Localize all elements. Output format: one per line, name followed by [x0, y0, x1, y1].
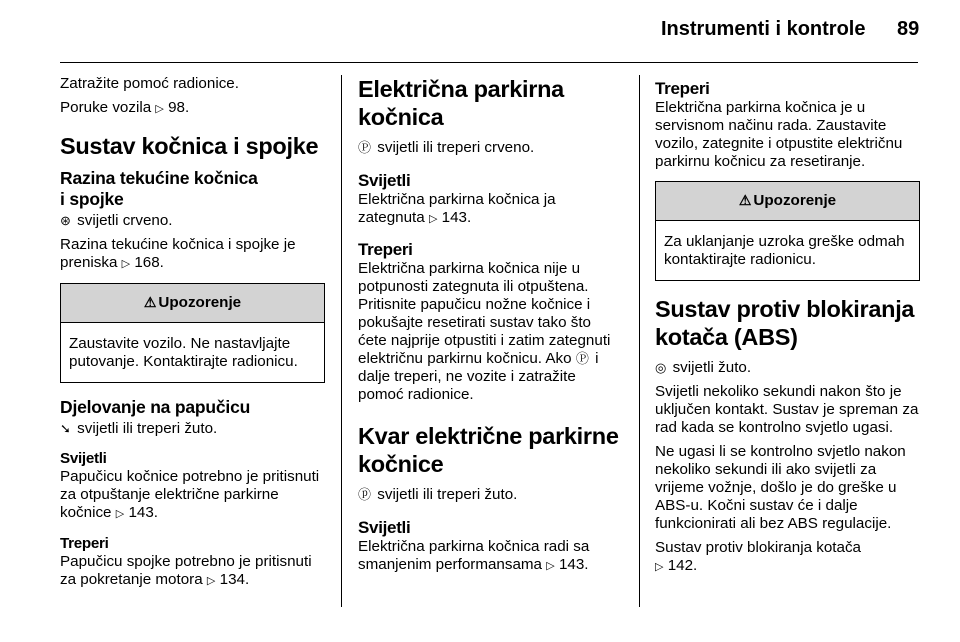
parking-brake-icon: Ⓟ: [358, 140, 372, 155]
warning-triangle-icon: ⚠: [738, 192, 752, 208]
minor-heading: Treperi: [655, 79, 710, 98]
brake-fluid-icon: ⊛: [60, 213, 71, 228]
ref-arrow-icon: ▷: [546, 560, 555, 572]
section-heading: Sustav protiv blokiranja kotača (ABS): [655, 296, 915, 350]
ref-arrow-icon: ▷: [428, 213, 438, 225]
paragraph: ⊛ svijetli crveno.: [60, 212, 173, 229]
warning-box: [655, 181, 920, 281]
section-heading: Električna parkirna kočnica: [358, 76, 564, 130]
paragraph: Ⓟ svijetli ili treperi crveno.: [358, 139, 535, 156]
abs-icon: ◎: [655, 360, 667, 375]
warning-box: [60, 283, 325, 383]
paragraph: Razina tekućine kočnica i spojke je preniska ▷ 168.: [60, 236, 296, 271]
minor-heading: Svijetli: [358, 518, 411, 537]
column-divider-2: [639, 75, 640, 607]
ref-arrow-icon: ▷: [655, 561, 664, 573]
paragraph: Električna parkirna kočnica je u servisnom načinu rada. Zaustavite vozilo, zategnite i otpustite električnu parkirnu kočnicu za resetiranje.: [655, 99, 903, 170]
section-heading: Sustav kočnica i spojke: [60, 133, 319, 159]
ref-arrow-icon: ▷: [206, 575, 216, 587]
paragraph: Sustav protiv blokiranja kotača ▷ 142.: [655, 539, 861, 574]
subsection-heading: Razina tekućine kočnica i spojke: [60, 168, 258, 209]
ref-arrow-icon: ▷: [115, 508, 125, 520]
paragraph: Poruke vozila ▷ 98.: [60, 99, 190, 116]
paragraph: Papučicu spojke potrebno je pritisnuti za pokretanje motora ▷ 134.: [60, 553, 312, 588]
subsection-heading: Djelovanje na papučicu: [60, 397, 251, 417]
minor-heading: Treperi: [60, 535, 109, 552]
column-divider-1: [341, 75, 342, 607]
paragraph: Papučicu kočnice potrebno je pritisnuti za otpuštanje električne parkirne kočnice ▷ 143.: [60, 468, 320, 521]
column-2: [358, 75, 623, 581]
minor-heading: Svijetli: [358, 171, 411, 190]
parking-brake-fault-icon: ⓟ: [358, 487, 372, 502]
warning-header: ⚠ Upozorenje: [656, 182, 919, 221]
header-rule: [60, 62, 918, 63]
warning-header: ⚠ Upozorenje: [61, 284, 324, 323]
minor-heading: Svijetli: [60, 450, 107, 467]
paragraph: ◎ svijetli žuto.: [655, 359, 752, 376]
warning-triangle-icon: ⚠: [143, 294, 157, 310]
section-heading: Kvar električne parkirne kočnice: [358, 423, 619, 477]
page-number: 89: [897, 18, 920, 40]
warning-body: Za uklanjanje uzroka greške odmah kontaktirajte radionicu.: [664, 233, 905, 268]
warning-body: Zaustavite vozilo. Ne nastavljajte putovanje. Kontaktirajte radionicu.: [69, 335, 298, 370]
paragraph: Ne ugasi li se kontrolno svjetlo nakon nekoliko sekundi ili ako svijetli za vrijeme vožnje, došlo je do greške u ABS-u. Kočni sustav će i dalje funkcionirati ali bez ABS regulacije.: [655, 443, 906, 532]
column-3: [655, 75, 920, 582]
column-1: [60, 75, 325, 596]
paragraph: ➘ svijetli ili treperi žuto.: [60, 420, 218, 437]
paragraph: Električna parkirna kočnica radi sa smanjenim performansama ▷ 143.: [358, 538, 590, 573]
paragraph: ⓟ svijetli ili treperi žuto.: [358, 486, 518, 503]
paragraph: Električna parkirna kočnica ja zategnuta ▷ 143.: [358, 191, 556, 226]
paragraph: Električna parkirna kočnica nije u potpunosti zategnuta ili otpuštena. Pritisnite papučicu nožne kočnice i pokušajte resetirati sustav tako što ćete najprije otpustiti i zatim zategnuti električnu parkirnu kočnicu. Ako Ⓟ i dalje treperi, ne vozite i zatražite pomoć radionice.: [358, 260, 611, 403]
pedal-icon: ➘: [60, 421, 71, 436]
paragraph: Zatražite pomoć radionice.: [60, 75, 239, 92]
parking-brake-icon: Ⓟ: [575, 351, 589, 366]
paragraph: Svijetli nekoliko sekundi nakon što je uključen kontakt. Sustav je spreman za rad kada se kontrolno svjetlo ugasi.: [655, 383, 919, 436]
ref-arrow-icon: ▷: [155, 103, 164, 115]
ref-arrow-icon: ▷: [121, 258, 131, 270]
minor-heading: Treperi: [358, 240, 413, 259]
header-title: Instrumenti i kontrole: [661, 18, 866, 40]
